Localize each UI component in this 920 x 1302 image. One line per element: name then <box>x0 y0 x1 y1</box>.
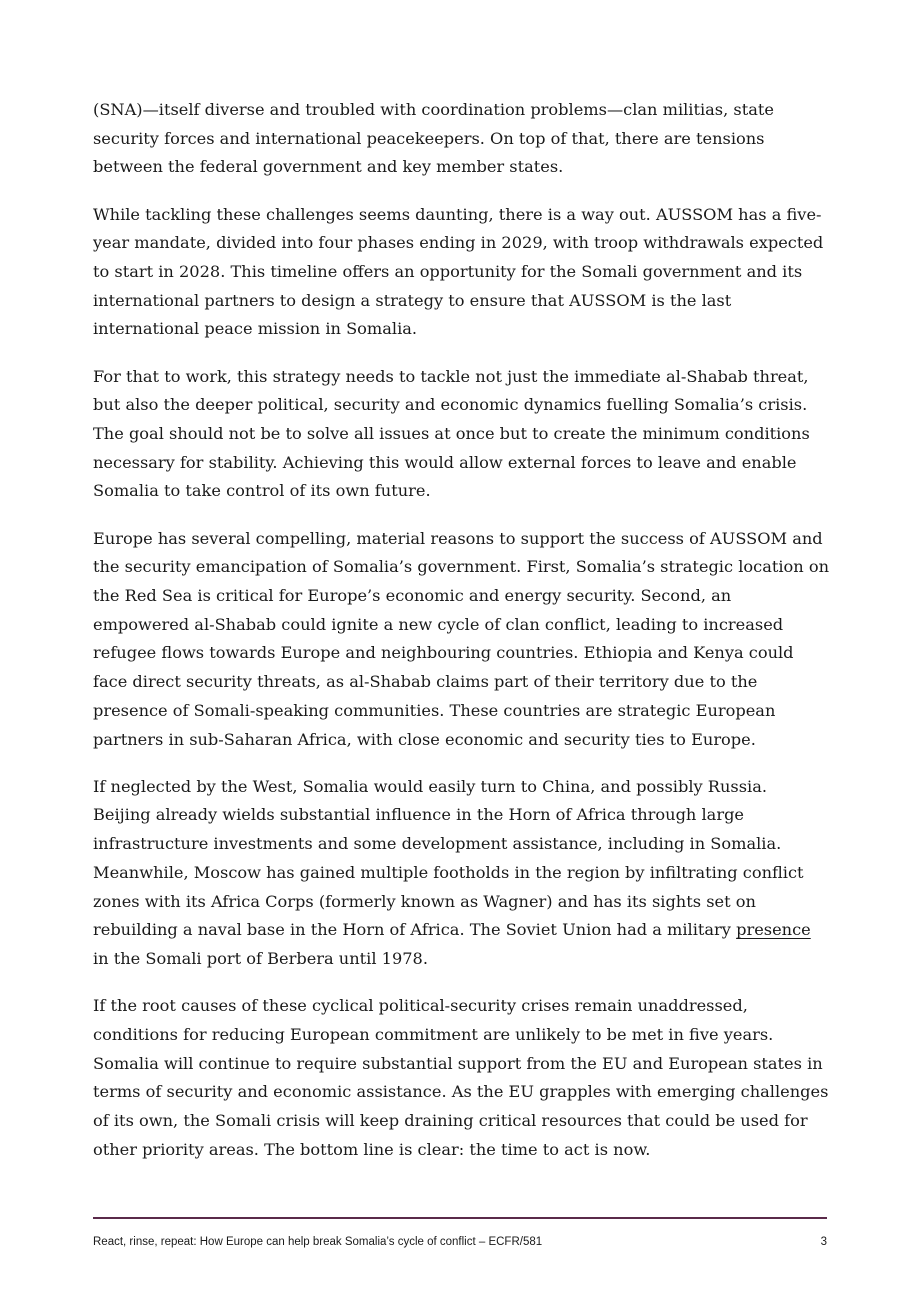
paragraph-text-before-link: If neglected by the West, Somalia would easily turn to China, and possibly Russia. Beijing already wields substantial influence in the Horn of Africa through large infrastructure investments and some development assistance, including in Somalia. Meanwhile, Moscow has gained multiple footholds in the region by infiltrating conflict zones with its Africa Corps (formerly known as Wagner) and has its sights set on rebuilding a naval base in the Horn of Africa. The Soviet Union had a military <box>93 776 804 940</box>
footer-divider <box>93 1217 827 1219</box>
article-body <box>93 96 829 1183</box>
page-number: 3 <box>820 1236 827 1248</box>
paragraph-europe-reasons: Europe has several compelling, material reasons to support the success of AUSSOM and the security emancipation of Somalia’s government. First, Somalia’s strategic location on the Red Sea is critical for Europe’s economic and energy security. Second, an empowered al-Shabab could ignite a new cycle of clan conflict, leading to increased refugee flows towards Europe and neighbouring countries. Ethiopia and Kenya could face direct security threats, as al-Shabab claims part of their territory due to the presence of Somali-speaking communities. These countries are strategic European partners in sub-Saharan Africa, with close economic and security ties to Europe. <box>93 528 830 749</box>
paragraph-way-out: While tackling these challenges seems daunting, there is a way out. AUSSOM has a five-year mandate, divided into four phases ending in 2029, with troop withdrawals expected to start in 2028. This timeline offers an opportunity for the Somali government and its international partners to design a strategy to ensure that AUSSOM is the last international peace mission in Somalia. <box>93 204 824 339</box>
paragraph-text-after-link: in the Somali port of Berbera until 1978. <box>93 948 429 968</box>
presence-link[interactable]: presence <box>736 920 811 940</box>
footer-title: React, rinse, repeat: How Europe can help break Somalia’s cycle of conflict – ECFR/581 <box>93 1236 543 1248</box>
paragraph-china-russia <box>93 773 829 974</box>
paragraph-sna: (SNA)—itself diverse and troubled with coordination problems—clan militias, state security forces and international peacekeepers. On top of that, there are tensions between the federal government and key member states. <box>93 100 774 177</box>
paragraph-strategy: For that to work, this strategy needs to tackle not just the immediate al-Shabab threat, but also the deeper political, security and economic dynamics fuelling Somalia’s crisis. The goal should not be to solve all issues at once but to create the minimum conditions necessary for stability. Achieving this would allow external forces to leave and enable Somalia to take control of its own future. <box>93 366 810 501</box>
paragraph-conclusion: If the root causes of these cyclical political-security crises remain unaddressed, conditions for reducing European commitment are unlikely to be met in five years. Somalia will continue to require substantial support from the EU and European states in terms of security and economic assistance. As the EU grapples with emerging challenges of its own, the Somali crisis will keep draining critical resources that could be used for other priority areas. The bottom line is clear: the time to act is now. <box>93 996 829 1159</box>
